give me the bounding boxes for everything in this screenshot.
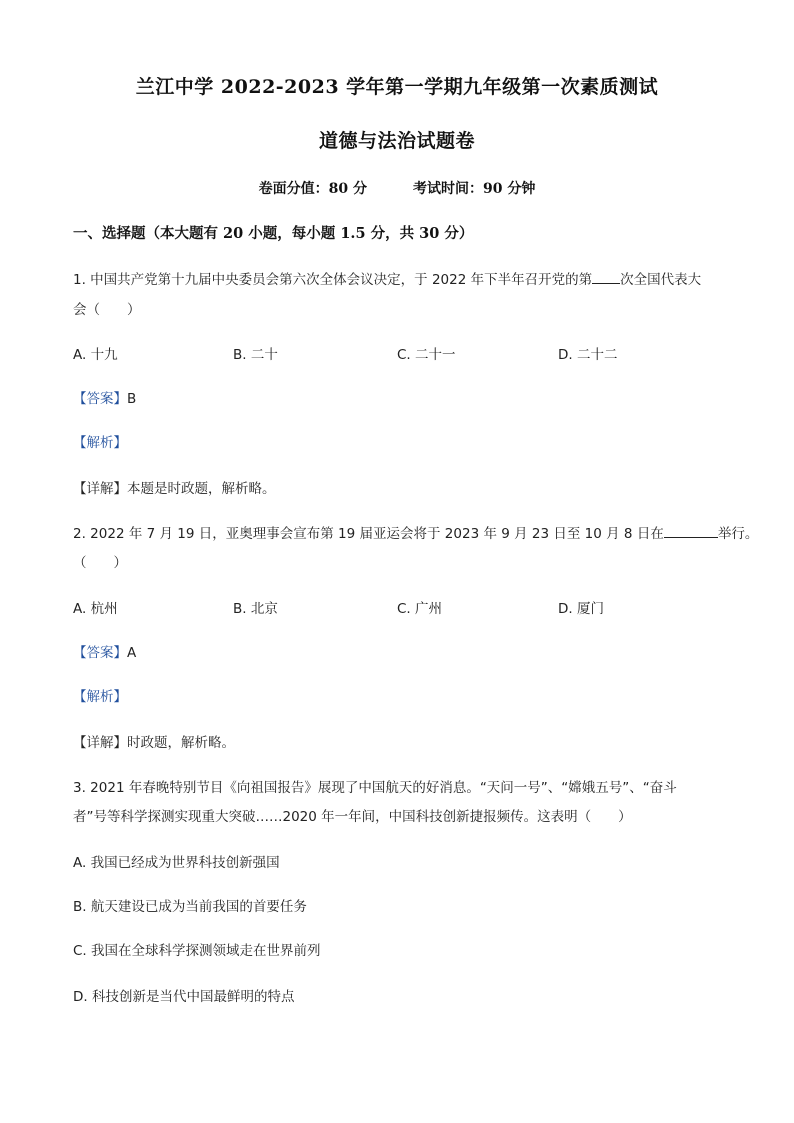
answer-tag: 【答案】 — [73, 391, 127, 407]
q3-option-b: B. 航天建设已成为当前我国的首要任务 — [73, 899, 307, 915]
answer-blank — [592, 283, 620, 284]
q3-option-c: C. 我国在全球科学探测领域走在世界前列 — [73, 943, 321, 959]
q2-detail — [73, 731, 235, 751]
question-1-line-2: 会（ ） — [73, 302, 141, 318]
q2-answer — [73, 641, 136, 661]
time-info: 考试时间：90 分钟 — [413, 181, 536, 197]
q1-detail — [73, 477, 276, 497]
answer-value: A — [127, 645, 137, 661]
exam-meta — [0, 178, 794, 198]
q1-option-b: B. 二十 — [233, 347, 278, 363]
exam-title: 兰江中学 2022-2023 学年第一学期九年级第一次素质测试 — [135, 76, 659, 98]
question-2-text: 2. 2022 年 7 月 19 日，亚奥理事会宣布第 19 届亚运会将于 2023 年 9 月 23 日至 10 月 8 日在 — [73, 526, 664, 542]
detail-tag: 【详解】 — [73, 481, 127, 497]
q3-option-d: D. 科技创新是当代中国最鲜明的特点 — [73, 989, 295, 1005]
q2-analysis — [73, 685, 127, 705]
q3-option-a: A. 我国已经成为世界科技创新强国 — [73, 855, 280, 871]
question-2-line-2: （ ） — [73, 555, 127, 571]
detail-tag: 【详解】 — [73, 735, 127, 751]
q1-option-c: C. 二十一 — [397, 347, 456, 363]
question-2-line-1 — [73, 522, 758, 542]
question-3-line-2: 者”号等科学探测实现重大突破……2020 年一年间，中国科技创新捷报频传。这表明（ ） — [73, 809, 632, 825]
q2-option-b: B. 北京 — [233, 601, 278, 617]
answer-blank — [664, 537, 718, 538]
q1-answer — [73, 387, 136, 407]
answer-tag: 【答案】 — [73, 645, 127, 661]
question-2-text-cont: 举行。 — [717, 526, 759, 542]
q1-option-a: A. 十九 — [73, 347, 118, 363]
section-heading: 一、选择题（本大题有 20 小题，每小题 1.5 分，共 30 分） — [73, 225, 474, 242]
score-info: 卷面分值：80 分 — [258, 181, 367, 197]
detail-text: 时政题，解析略。 — [127, 735, 235, 751]
question-1-line-1 — [73, 268, 701, 288]
analysis-tag: 【解析】 — [73, 689, 127, 705]
question-1-text-cont: 次全国代表大 — [620, 272, 702, 288]
q1-analysis — [73, 431, 127, 451]
question-3-line-1: 3. 2021 年春晚特别节目《向祖国报告》展现了中国航天的好消息。“天问一号”、“嫦娥五号”、“奋斗 — [73, 780, 677, 796]
q2-option-a: A. 杭州 — [73, 601, 118, 617]
analysis-tag: 【解析】 — [73, 435, 127, 451]
q2-option-c: C. 广州 — [397, 601, 443, 617]
question-1-text: 1. 中国共产党第十九届中央委员会第六次全体会议决定，于 2022 年下半年召开党的第 — [73, 272, 593, 288]
answer-value: B — [127, 391, 137, 407]
detail-text: 本题是时政题，解析略。 — [127, 481, 276, 497]
q2-option-d: D. 厦门 — [558, 601, 604, 617]
q1-option-d: D. 二十二 — [558, 347, 618, 363]
exam-subtitle: 道德与法治试题卷 — [318, 130, 475, 152]
